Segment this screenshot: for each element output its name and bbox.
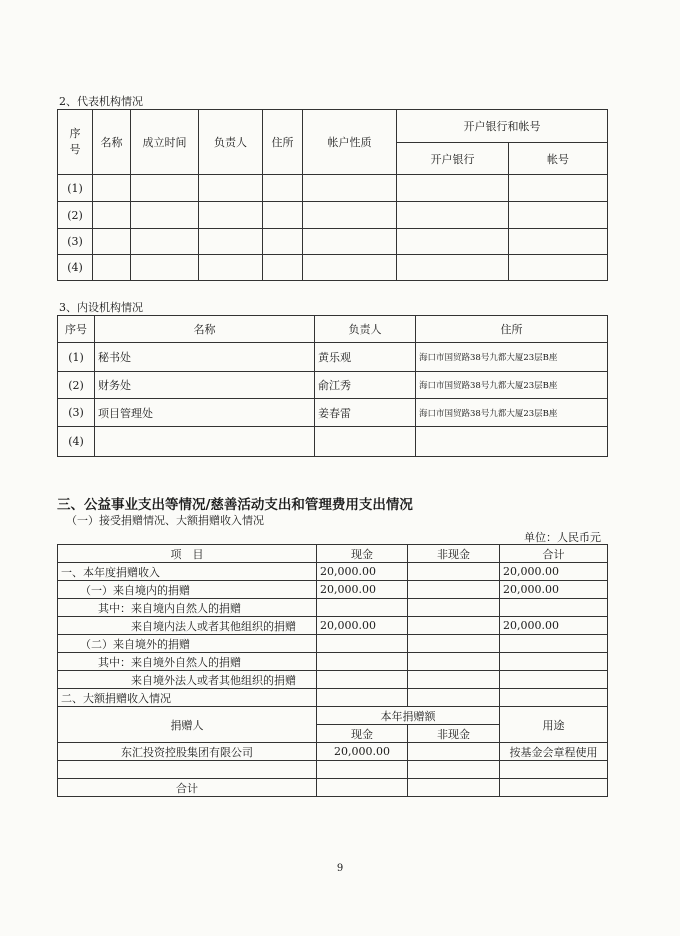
table-row <box>58 653 608 671</box>
row-cash: 20,000.00 <box>317 581 408 599</box>
row-item: 来自境外法人或者其他组织的捐赠 <box>58 671 317 689</box>
row-cash <box>317 671 408 689</box>
row-purpose <box>500 761 608 779</box>
row-name: 项目管理处 <box>95 399 315 427</box>
table-row <box>58 599 608 617</box>
row-cash <box>317 599 408 617</box>
header-address: 住所 <box>263 110 303 175</box>
row-person: 黄乐观 <box>315 343 416 372</box>
row-name: 秘书处 <box>95 343 315 372</box>
row-item: 二、大额捐赠收入情况 <box>58 689 317 707</box>
table-row <box>58 229 608 255</box>
header-seq: 序号 <box>58 110 93 175</box>
row-total: 20,000.00 <box>500 617 608 635</box>
row-item: 其中：来自境内自然人的捐赠 <box>58 599 317 617</box>
donation-table <box>57 544 608 797</box>
row-cash <box>317 761 408 779</box>
row-address: 海口市国贸路38号九都大厦23层B座 <box>416 343 608 372</box>
row-name: 财务处 <box>95 372 315 399</box>
header-person: 负责人 <box>315 316 416 343</box>
row-name <box>95 427 315 457</box>
row-total: 20,000.00 <box>500 581 608 599</box>
row-cash <box>317 653 408 671</box>
row-seq: (4) <box>58 427 95 457</box>
table-row <box>58 617 608 635</box>
internal-section-title: 3、内设机构情况 <box>59 301 143 314</box>
header-seq: 序号 <box>58 316 95 343</box>
row-seq: (3) <box>58 399 95 427</box>
row-person: 俞江秀 <box>315 372 416 399</box>
header-noncash: 非现金 <box>408 545 500 563</box>
row-total <box>500 599 608 617</box>
row-address <box>416 427 608 457</box>
table-row <box>58 175 608 202</box>
table-row <box>58 743 608 761</box>
header-noncash: 非现金 <box>408 725 500 743</box>
header-bank: 开户银行 <box>397 143 509 175</box>
expense-section-title: 三、公益事业支出等情况/慈善活动支出和管理费用支出情况 <box>57 497 413 513</box>
total-label: 合计 <box>58 779 317 797</box>
table-row <box>58 427 608 457</box>
table-row <box>58 255 608 281</box>
row-seq: (2) <box>58 372 95 399</box>
header-address: 住所 <box>416 316 608 343</box>
internal-org-table <box>57 315 608 457</box>
row-address: 海口市国贸路38号九都大厦23层B座 <box>416 399 608 427</box>
row-person <box>315 427 416 457</box>
row-cash <box>317 689 408 707</box>
table-row <box>58 372 608 399</box>
header-purpose: 用途 <box>500 707 608 743</box>
row-cash: 20,000.00 <box>317 617 408 635</box>
row-purpose: 按基金会章程使用 <box>500 743 608 761</box>
row-noncash <box>408 635 500 653</box>
row-item: （二）来自境外的捐赠 <box>58 635 317 653</box>
row-item: 其中：来自境外自然人的捐赠 <box>58 653 317 671</box>
row-noncash <box>408 743 500 761</box>
header-item: 项 目 <box>58 545 317 563</box>
table-row <box>58 399 608 427</box>
table-row <box>58 779 608 797</box>
header-person: 负责人 <box>199 110 263 175</box>
row-total <box>500 635 608 653</box>
row-seq: (1) <box>58 343 95 372</box>
row-item: 一、本年度捐赠收入 <box>58 563 317 581</box>
header-name: 名称 <box>93 110 131 175</box>
table-row <box>58 689 608 707</box>
table-row <box>58 671 608 689</box>
header-amount: 本年捐赠额 <box>317 707 500 725</box>
expense-section-subtitle: （一）接受捐赠情况、大额捐赠收入情况 <box>66 514 264 527</box>
row-seq: (4) <box>58 255 93 281</box>
row-item: （一）来自境内的捐赠 <box>58 581 317 599</box>
header-account-type: 帐户性质 <box>303 110 397 175</box>
header-account-no: 帐号 <box>509 143 608 175</box>
row-seq: (3) <box>58 229 93 255</box>
row-cash: 20,000.00 <box>317 743 408 761</box>
table-row <box>58 761 608 779</box>
unit-label: 单位：人民币元 <box>524 531 601 544</box>
table-row <box>58 581 608 599</box>
row-total: 20,000.00 <box>500 563 608 581</box>
header-cash: 现金 <box>317 545 408 563</box>
row-noncash <box>408 581 500 599</box>
page-number: 9 <box>336 863 344 874</box>
row-noncash <box>408 563 500 581</box>
row-noncash <box>408 689 500 707</box>
table-row <box>58 635 608 653</box>
row-item: 来自境内法人或者其他组织的捐赠 <box>58 617 317 635</box>
rep-office-table <box>57 109 608 281</box>
table-row <box>58 343 608 372</box>
row-donor <box>58 761 317 779</box>
table-row <box>58 202 608 229</box>
header-donor: 捐赠人 <box>58 707 317 743</box>
row-total <box>500 689 608 707</box>
row-total <box>500 671 608 689</box>
row-noncash <box>408 617 500 635</box>
table-row <box>58 563 608 581</box>
row-seq: (2) <box>58 202 93 229</box>
row-cash: 20,000.00 <box>317 563 408 581</box>
row-noncash <box>408 671 500 689</box>
row-seq: (1) <box>58 175 93 202</box>
rep-section-title: 2、代表机构情况 <box>59 95 143 108</box>
header-total: 合计 <box>500 545 608 563</box>
row-cash <box>317 635 408 653</box>
row-donor: 东汇投资控股集团有限公司 <box>58 743 317 761</box>
header-name: 名称 <box>95 316 315 343</box>
row-address: 海口市国贸路38号九都大厦23层B座 <box>416 372 608 399</box>
header-est-time: 成立时间 <box>131 110 199 175</box>
row-noncash <box>408 653 500 671</box>
header-bank-group: 开户银行和帐号 <box>397 110 608 143</box>
row-noncash <box>408 599 500 617</box>
header-cash: 现金 <box>317 725 408 743</box>
row-person: 姜春雷 <box>315 399 416 427</box>
row-noncash <box>408 761 500 779</box>
row-total <box>500 653 608 671</box>
